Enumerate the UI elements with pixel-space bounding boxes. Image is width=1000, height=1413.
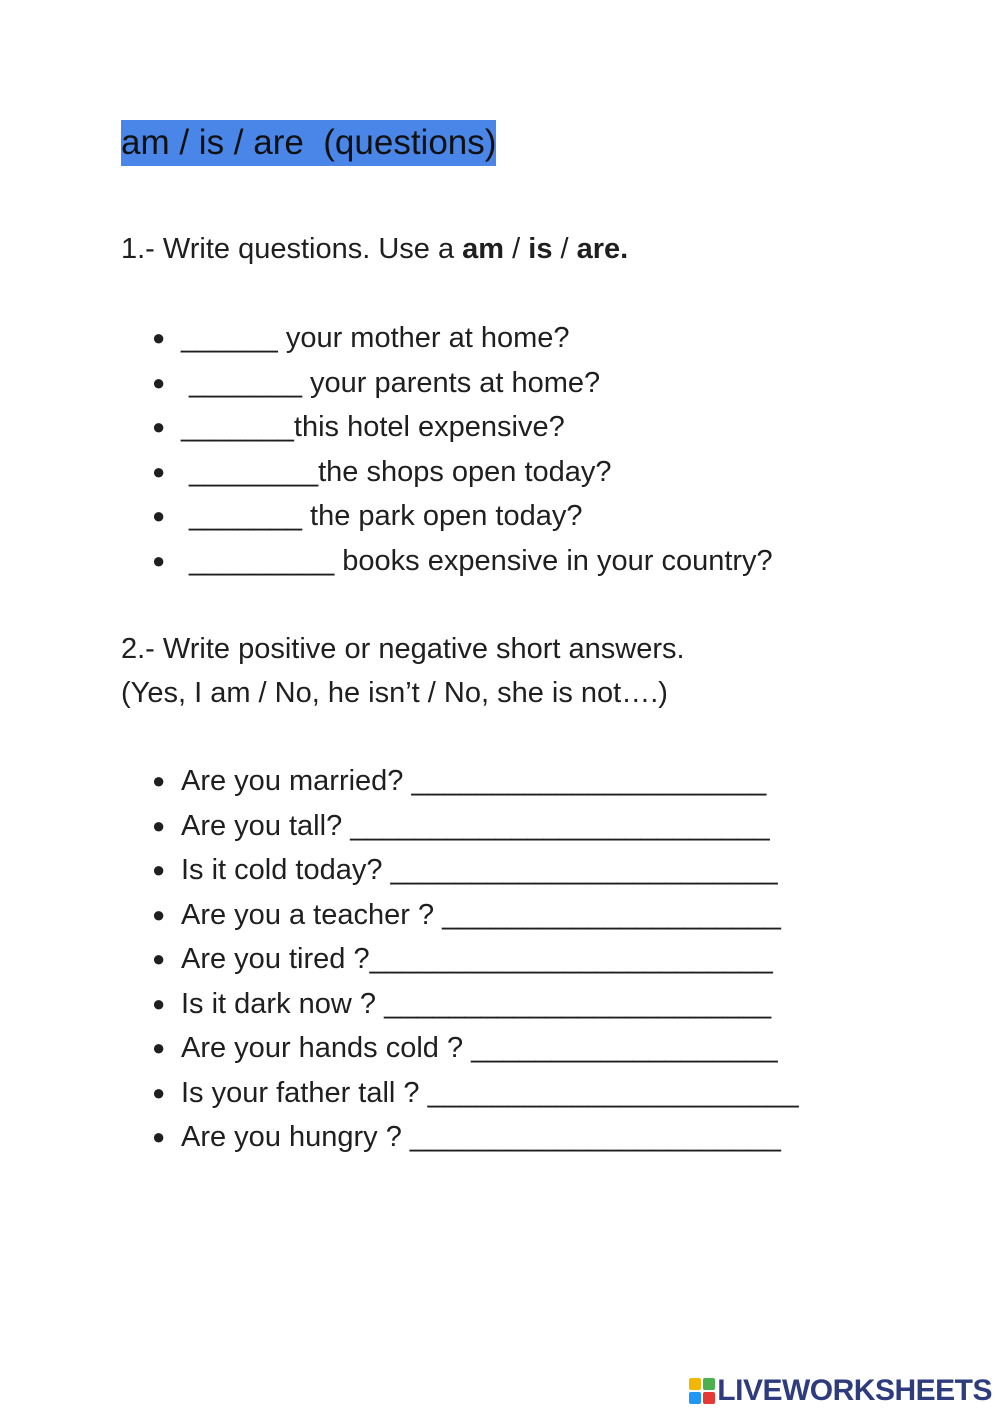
bullet-icon: ● [152,1124,166,1149]
bullet-icon: ● [152,414,166,439]
separator: / [552,233,577,265]
bullet-icon: ● [152,547,166,573]
list-item [152,804,799,849]
question-text: Is your father tall ? _______________________ [181,1076,799,1109]
question-text: Are you married? ______________________ [181,765,767,797]
worksheet-title: am / is / are (questions) [121,120,496,166]
list-item [152,848,799,893]
section-2-question-list [152,759,799,1160]
list-item [152,539,773,584]
bullet-icon: ● [152,857,166,882]
bullet-icon: ● [152,369,166,395]
list-item [152,1115,799,1160]
bullet-icon: ● [152,946,166,971]
bullet-icon: ● [152,990,166,1016]
list-item [152,361,773,406]
list-item [152,1026,799,1071]
logo-text: LIVEWORKSHEETS [717,1374,992,1407]
bullet-icon: ● [152,325,166,350]
bullet-icon: ● [152,1079,166,1105]
bullet-icon: ● [152,1035,166,1060]
section-1-question-list [152,316,773,583]
question-text: Is it dark now ? ________________________ [181,987,772,1020]
keyword-am: am [462,233,505,265]
liveworksheets-logo-icon [689,1378,715,1404]
instruction-text: 1.- Write questions. Use a [121,233,463,265]
question-text: _______this hotel expensive? [181,411,565,443]
list-item [152,982,799,1027]
question-text: Is it cold today? ________________________ [181,854,778,886]
liveworksheets-logo[interactable] [689,1373,992,1409]
list-item [152,405,773,450]
separator: / [504,233,529,265]
bullet-icon: ● [152,901,166,927]
question-text: Are your hands cold ? ___________________ [181,1032,778,1064]
list-item [152,1071,799,1116]
question-text: Are you a teacher ? _____________________ [181,898,781,931]
list-item [152,494,773,539]
bullet-icon: ● [152,812,166,838]
question-text: _______ the park open today? [181,500,583,532]
keyword-is: is [528,233,553,265]
question-text: Are you tall? __________________________ [181,809,770,842]
section-2-instruction: 2.- Write positive or negative short answers. [121,633,685,665]
question-text: Are you hungry ? _______________________ [181,1121,781,1153]
list-item [152,893,799,938]
question-text: ________the shops open today? [181,455,612,488]
section-1-instruction [121,232,628,266]
list-item [152,759,799,804]
question-text: Are you tired ?_________________________ [181,943,773,975]
question-text: ______ your mother at home? [181,322,570,354]
bullet-icon: ● [152,503,166,528]
list-item [152,937,799,982]
bullet-icon: ● [152,458,166,484]
question-text: _________ books expensive in your country? [181,544,773,577]
list-item [152,450,773,495]
bullet-icon: ● [152,768,166,793]
section-2-examples: (Yes, I am / No, he isn’t / No, she is not….) [121,677,668,709]
list-item [152,316,773,361]
question-text: _______ your parents at home? [181,366,601,399]
keyword-are: are. [576,233,629,265]
